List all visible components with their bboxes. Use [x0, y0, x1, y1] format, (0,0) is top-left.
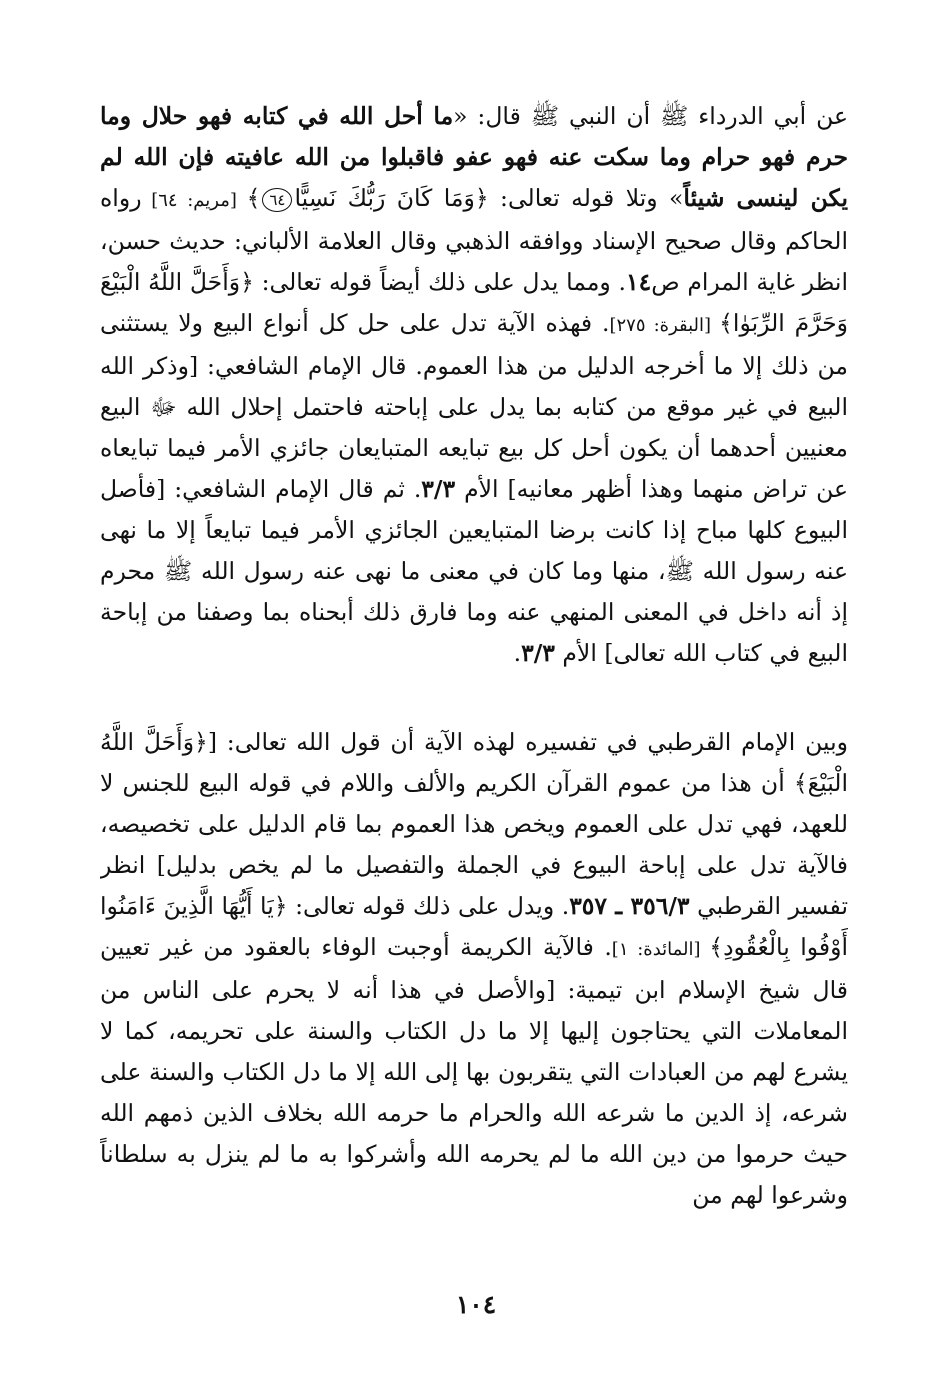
page-body	[100, 96, 848, 1276]
hadith-source: رواه الحاكم وقال صحيح الإسناد ووافقه الذهبي وقال العلامة الألباني: حديث حسن، انظر غاية المرام ص	[100, 184, 848, 296]
verse-reference: [مريم: ٦٤]	[141, 190, 247, 211]
quran-verse-maidah: ﴿يَا أَيُّهَا الَّذِينَ ءَامَنُوا أَوْفُوا بِالْعُقُودِ﴾	[100, 892, 848, 961]
hadith-text: ما أحل الله في كتابه فهو حلال وما حرم فهو حرام وما سكت عنه فهو عفو فاقبلوا من الله عافيته فإن الله لم يكن لينسى شيئاً	[100, 102, 848, 212]
paragraph-1	[100, 96, 848, 674]
quran-verse-baqarah: ﴿وَأَحَلَّ اللَّهُ الْبَيْعَ وَحَرَّمَ الرِّبَوٰا﴾	[100, 268, 848, 337]
shafii-quote-2: . ثم قال الإمام الشافعي: [فأصل البيوع كلها مباح إذا كانت برضا المتبايعين الجائزي الأمر فيما تبايعاً إلا ما نهى عنه رسول الله ﷺ، منها وما كان في معنى ما نهى عنه رسول الله ﷺ محرم إذ أنه داخل في المعنى المنهي عنه وما فارق ذلك أبحناه بما وصفنا من إباحة البيع في كتاب الله تعالى] الأم	[100, 475, 848, 667]
quran-verse-maryam: ﴿وَمَا كَانَ رَبُّكَ نَسِيًّا	[294, 184, 489, 212]
quran-verse-baqarah-short: ﴿وَأَحَلَّ اللَّهُ الْبَيْعَ﴾	[100, 728, 848, 797]
paragraph-2	[100, 722, 848, 1216]
ibn-taymiyyah-quote: . فالآية الكريمة أوجبت الوفاء بالعقود من غير تعيين قال شيخ الإسلام ابن تيمية: [والأصل في هذا أنه لا يحرم على الناس من المعاملات التي يحتاجون إليها إلا ما دل الكتاب والسنة على تحريمه، كما لا يشرع لهم من العبادات التي يتقربون بها إلى الله إلا ما دل الكتاب والسنة على شرعه، إذ الدين ما شرعه الله والحرام ما حرمه الله بخلاف الذين ذمهم الله حيث حرموا من دين الله ما لم يحرمه الله وأشركوا به ما لم ينزل به سلطاناً وشرعوا لهم من	[100, 933, 848, 1209]
punctuation: .	[513, 639, 522, 667]
volume-ref: ٣/٣	[421, 475, 456, 503]
verse-reference: [البقرة: ٢٧٥]	[609, 315, 720, 336]
qurtubi-intro: وبين الإمام القرطبي في تفسيره لهذه الآية أن قول الله تعالى: [	[207, 728, 848, 756]
hadith-intro: عن أبي الدرداء ﷺ أن النبي ﷺ قال: «	[453, 102, 848, 130]
page-ref: ١٤	[625, 268, 652, 296]
quran-close-bracket: ﴾	[246, 184, 261, 212]
verse-reference: [المائدة: ١]	[611, 939, 710, 960]
recitation-intro: » وتلا قوله تعالى:	[488, 184, 684, 212]
shafii-quote: . فهذه الآية تدل على حل كل أنواع البيع ولا يستثنى من ذلك إلا ما أخرجه الدليل من هذا العموم. قال الإمام الشافعي: [وذكر الله البيع في غير موقع من كتابه بما يدل على إباحته فاحتمل إحلال الله ﷻ البيع معنيين أحدهما أن يكون أحل كل بيع تبايعه المتبايعان جائزي الأمر فيما تبايعاه عن تراض منهما وهذا أظهر معانيه] الأم	[100, 309, 848, 503]
volume-ref: ٣٥٦/٣ ـ ٣٥٧	[569, 892, 690, 920]
page-number: ١٠٤	[455, 1290, 497, 1319]
text-continue: . ومما يدل على ذلك أيضاً قوله تعالى:	[253, 268, 626, 296]
qurtubi-text: أن هذا من عموم القرآن الكريم والألف واللام في قوله البيع للجنس لا للعهد، فهي تدل على العموم ويخص هذا العموم بما قام الدليل على تخصيصه، فالآية تدل على إباحة البيوع في الجملة والتفصيل ما لم يخص بدليل] انظر تفسير القرطبي	[100, 769, 848, 920]
text-continue: . ويدل على ذلك قوله تعالى:	[287, 892, 570, 920]
ayah-number-icon: ٦٤	[262, 188, 292, 212]
volume-ref: ٣/٣	[521, 639, 555, 667]
